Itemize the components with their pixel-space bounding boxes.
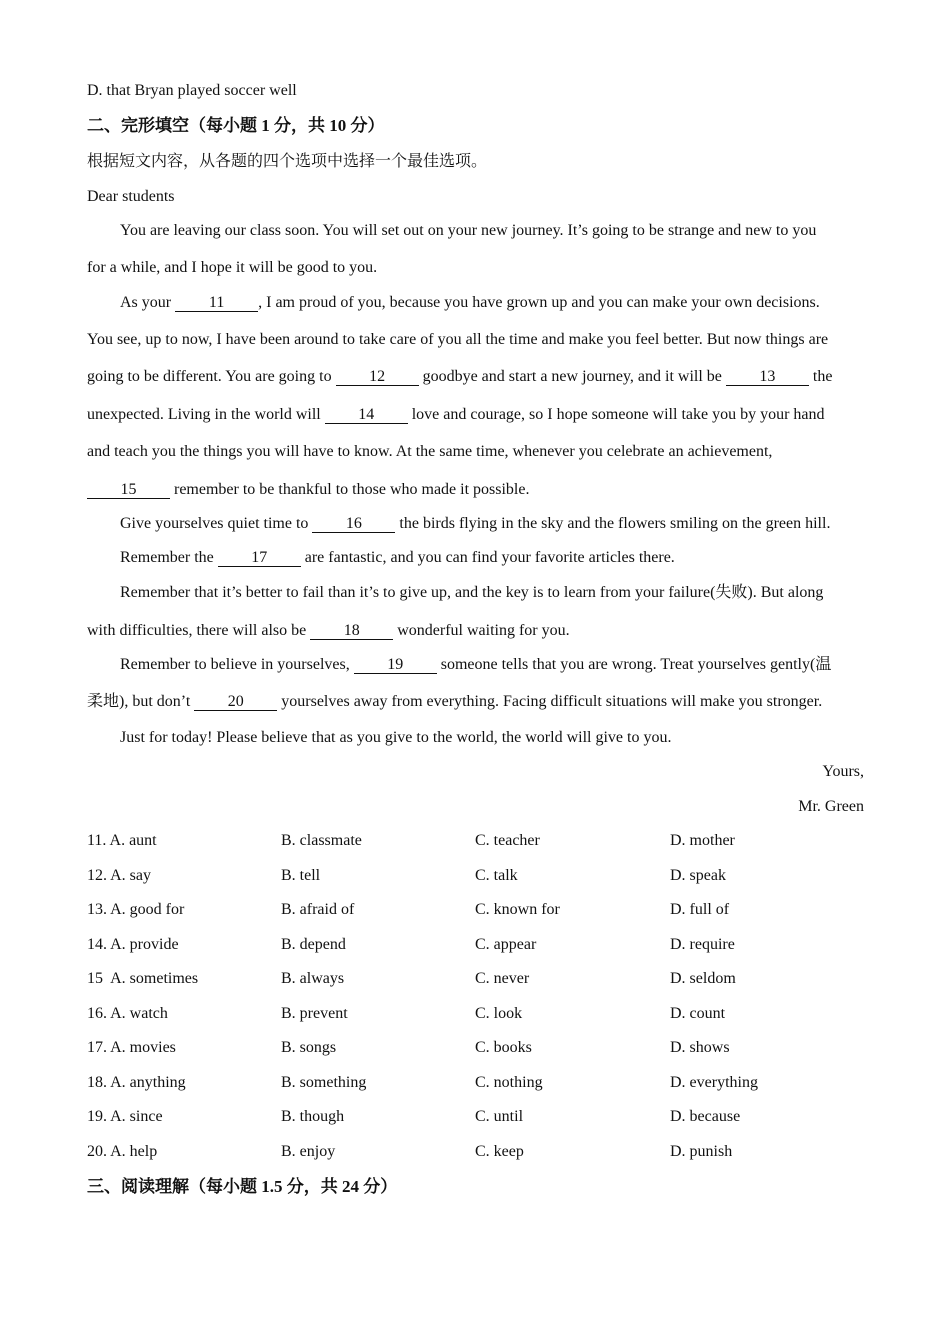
option-d: D. full of <box>670 901 730 918</box>
option-d: D. seldom <box>670 970 736 987</box>
option-d: D. punish <box>670 1143 733 1160</box>
option-a: 20. A. help <box>87 1143 158 1160</box>
option-b: B. classmate <box>281 832 362 849</box>
paragraph-4 <box>120 548 675 568</box>
blank-17: 17 <box>218 549 301 567</box>
paragraph-2-line-2: You see, up to now, I have been around to take care of you all the time and make you feel better. But now things are <box>87 331 829 348</box>
option-d: D. speak <box>670 867 726 884</box>
paragraph-3 <box>120 514 830 534</box>
text: , I am proud of you, because you have grown up and you can make your own decisions. <box>258 294 820 311</box>
option-b: B. always <box>281 970 345 987</box>
option-c: C. nothing <box>475 1074 543 1091</box>
paragraph-2-line-1 <box>120 293 820 313</box>
section-3-heading: 三、阅读理解（每小题 1.5 分，共 24 分） <box>87 1177 398 1196</box>
option-a: 17. A. movies <box>87 1039 176 1056</box>
paragraph-7: Just for today! Please believe that as you give to the world, the world will give to you. <box>120 729 672 746</box>
paragraph-5-line-2 <box>87 621 570 641</box>
text: wonderful waiting for you. <box>393 622 570 639</box>
text: unexpected. Living in the world will <box>87 406 325 423</box>
option-c: C. known for <box>475 901 560 918</box>
option-b: B. prevent <box>281 1005 348 1022</box>
paragraph-5-line-1: Remember that it’s better to fail than it’s to give up, and the key is to learn from your failure(失败). But along <box>120 584 824 601</box>
previous-option-d: D. that Bryan played soccer well <box>87 82 297 99</box>
blank-19: 19 <box>354 656 437 674</box>
option-b: B. afraid of <box>281 901 355 918</box>
text: someone tells that you are wrong. Treat yourselves gently(温 <box>436 656 832 673</box>
option-a: 16. A. watch <box>87 1005 168 1022</box>
option-c: C. until <box>475 1108 524 1125</box>
option-b: B. tell <box>281 867 321 884</box>
option-c: C. teacher <box>475 832 540 849</box>
option-c: C. talk <box>475 867 518 884</box>
letter-signature: Mr. Green <box>798 798 864 815</box>
text: going to be different. You are going to <box>87 368 336 385</box>
option-d: D. mother <box>670 832 735 849</box>
option-d: D. because <box>670 1108 741 1125</box>
letter-closing: Yours, <box>822 763 864 780</box>
paragraph-2-line-4 <box>87 405 825 425</box>
text: 柔地), but don’t <box>87 693 195 710</box>
option-d: D. require <box>670 936 735 953</box>
text: Remember to believe in yourselves, <box>120 656 354 673</box>
option-c: C. books <box>475 1039 532 1056</box>
blank-14: 14 <box>325 406 408 424</box>
text: with difficulties, there will also be <box>87 622 311 639</box>
text: love and courage, so I hope someone will take you by your hand <box>407 406 825 423</box>
option-b: B. enjoy <box>281 1143 336 1160</box>
paragraph-6-line-2 <box>87 692 822 712</box>
option-b: B. though <box>281 1108 345 1125</box>
text: yourselves away from everything. Facing difficult situations will make you stronger. <box>277 693 823 710</box>
text: Give yourselves quiet time to <box>120 515 313 532</box>
option-row <box>87 831 867 851</box>
text: the <box>808 368 833 385</box>
paragraph-2-line-6 <box>87 480 529 500</box>
section-2-instruction: 根据短文内容，从各题的四个选项中选择一个最佳选项。 <box>87 153 488 170</box>
paragraph-2-line-3 <box>87 367 832 387</box>
option-b: B. depend <box>281 936 346 953</box>
option-a: 15 A. sometimes <box>87 970 199 987</box>
text: As your <box>120 294 176 311</box>
paragraph-1-line-2: for a while, and I hope it will be good to you. <box>87 259 378 276</box>
blank-15: 15 <box>87 481 170 499</box>
option-a: 12. A. say <box>87 867 151 884</box>
option-row <box>87 900 867 920</box>
blank-12: 12 <box>336 368 419 386</box>
section-2-heading: 二、完形填空（每小题 1 分，共 10 分） <box>87 116 385 135</box>
option-a: 11. A. aunt <box>87 832 157 849</box>
option-row <box>87 866 867 886</box>
text: are fantastic, and you can find your favorite articles there. <box>300 549 675 566</box>
paragraph-1-line-1: You are leaving our class soon. You will set out on your new journey. It’s going to be strange and new to you <box>120 222 817 239</box>
option-d: D. shows <box>670 1039 730 1056</box>
option-c: C. look <box>475 1005 523 1022</box>
option-c: C. never <box>475 970 530 987</box>
option-a: 18. A. anything <box>87 1074 186 1091</box>
option-row <box>87 1004 867 1024</box>
option-d: D. everything <box>670 1074 758 1091</box>
option-a: 14. A. provide <box>87 936 179 953</box>
blank-18: 18 <box>310 622 393 640</box>
blank-16: 16 <box>312 515 395 533</box>
paragraph-2-line-5: and teach you the things you will have to know. At the same time, whenever you celebrate an achievement, <box>87 443 773 460</box>
blank-13: 13 <box>726 368 809 386</box>
option-d: D. count <box>670 1005 726 1022</box>
option-row <box>87 1142 867 1162</box>
option-row <box>87 1073 867 1093</box>
option-row <box>87 935 867 955</box>
option-b: B. songs <box>281 1039 337 1056</box>
option-b: B. something <box>281 1074 367 1091</box>
blank-11: 11 <box>175 294 258 312</box>
option-row <box>87 1038 867 1058</box>
text: goodbye and start a new journey, and it will be <box>418 368 726 385</box>
letter-salutation: Dear students <box>87 188 175 205</box>
paragraph-6-line-1 <box>120 655 831 675</box>
option-c: C. appear <box>475 936 537 953</box>
option-a: 13. A. good for <box>87 901 185 918</box>
option-row <box>87 969 867 989</box>
option-a: 19. A. since <box>87 1108 163 1125</box>
text: remember to be thankful to those who made it possible. <box>170 481 530 498</box>
option-c: C. keep <box>475 1143 524 1160</box>
option-row <box>87 1107 867 1127</box>
text: Remember the <box>120 549 218 566</box>
text: the birds flying in the sky and the flowers smiling on the green hill. <box>395 515 831 532</box>
blank-20: 20 <box>194 693 277 711</box>
